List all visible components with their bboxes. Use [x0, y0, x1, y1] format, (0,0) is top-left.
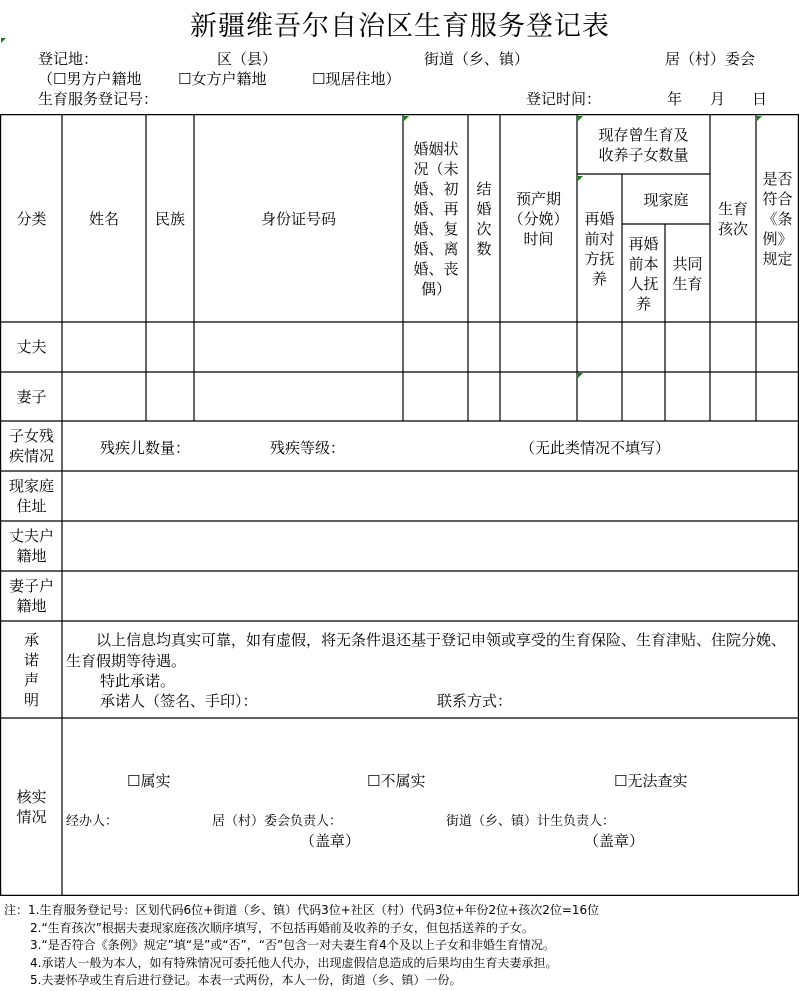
col-due-date-text: 预产期（分娩）时间: [508, 189, 569, 248]
cell-marker: [757, 116, 762, 121]
cell-marker: [578, 116, 583, 121]
handler-label: 经办人：: [66, 814, 119, 829]
disability-level-label: 残疾等级：: [270, 439, 346, 457]
street-label: 街道（乡、镇）: [424, 50, 530, 68]
street-head-label: 街道（乡、镇）计生负责人：: [446, 814, 616, 829]
month-label: 月: [710, 90, 726, 108]
cell-marker: [404, 116, 409, 121]
committee-head-label: 居（村）委会负责人：: [212, 814, 343, 829]
note-line: 5.夫妻怀孕或生育后进行登记。本表一式两份，本人一份，街道（乡、镇）一份。: [30, 973, 462, 987]
col-joint-birth-text: 共同生育: [672, 254, 703, 293]
col-premarital-spouse: [577, 175, 622, 322]
col-children-group-text: 现存曾生育及收养子女数量: [598, 126, 689, 164]
form-title: 新疆维吾尔自治区生育服务登记表: [190, 11, 610, 42]
row-verify-label: [1, 718, 62, 895]
col-regulation-text: 是否符合《条例》规定: [762, 169, 793, 268]
col-birth-order: [710, 115, 756, 322]
reg-place-label: 登记地：: [38, 50, 99, 68]
col-marriage-count: [468, 115, 500, 322]
year-label: 年: [667, 90, 683, 108]
col-birth-order-text: 生育孩次: [717, 199, 748, 238]
verify-true-checkbox[interactable]: ☐属实: [127, 772, 171, 790]
col-current-family: 现家庭: [643, 191, 689, 209]
female-hukou-option[interactable]: ☐女方户籍地: [178, 70, 267, 88]
note-line: 3.“是否符合《条例》规定”填“是”或“否”，“否”包含一对夫妻生育4个及以上子女和非婚生育情况。: [30, 938, 555, 952]
col-premarital-self-text: 再婚前本人抚养: [628, 234, 659, 313]
col-joint-birth: [665, 225, 710, 322]
promiser-label: 承诺人（签名、手印）：: [100, 692, 258, 710]
col-marital-status-text: 婚姻状况（未婚、初婚、再婚、复婚、离婚、丧偶）: [413, 139, 459, 298]
row-address-text: 现家庭住址: [8, 477, 54, 515]
promise-hereby: 特此承诺。: [100, 672, 176, 690]
male-hukou-option[interactable]: （☐男方户籍地: [38, 70, 142, 88]
col-id-number: 身份证号码: [260, 209, 336, 228]
col-premarital-spouse-text: 再婚前对方抚养: [584, 209, 615, 288]
cell-marker: [578, 373, 583, 378]
notes-section: [4, 902, 599, 990]
street-seal: （盖章）: [584, 832, 645, 850]
contact-label: 联系方式：: [437, 692, 513, 710]
col-children-group: [577, 115, 710, 175]
row-wife-hukou-text: 妻子户籍地: [8, 577, 54, 615]
committee-seal: （盖章）: [300, 832, 361, 850]
col-marriage-count-text: 结婚次数: [476, 179, 492, 258]
row-child-disability: [1, 421, 62, 471]
current-residence-option[interactable]: ☐现居住地）: [312, 70, 401, 88]
row-husband: 丈夫: [16, 338, 47, 356]
col-name: 姓名: [88, 209, 119, 228]
note-line: 注：1.生育服务登记号：区划代码6位+街道（乡、镇）代码3位+社区（村）代码3位+年份2位+孩次2位=16位: [4, 903, 600, 917]
row-verify-label-text: 核实情况: [16, 787, 47, 826]
row-wife: 妻子: [16, 387, 47, 406]
promise-text: [66, 630, 794, 672]
committee-label: 居（村）委会: [665, 50, 756, 68]
day-label: 日: [752, 90, 768, 108]
col-due-date: [500, 115, 577, 322]
reg-time-label: 登记时间：: [526, 90, 602, 108]
district-label: 区（县）: [217, 50, 278, 68]
col-premarital-self: [622, 225, 665, 322]
verify-unverifiable-checkbox[interactable]: ☐无法查实: [614, 772, 688, 790]
cell-marker: [1, 38, 6, 43]
row-address: [1, 471, 62, 521]
row-child-disability-text: 子女残疾情况: [8, 427, 54, 465]
cell-marker: [578, 176, 583, 181]
row-promise-label-text: 承诺声明: [23, 630, 39, 709]
disability-note: （无此类情况不填写）: [520, 439, 671, 457]
note-line: 2.“生育孩次”根据夫妻现家庭孩次顺序填写，不包括再婚前及收养的子女，但包括送养的子女。: [30, 920, 534, 935]
verify-false-checkbox[interactable]: ☐不属实: [367, 772, 426, 790]
reg-number-label: 生育服务登记号：: [38, 90, 159, 108]
row-promise-label: [1, 621, 62, 718]
col-marital-status: [406, 115, 466, 322]
note-line: 4.承诺人一般为本人，如有特殊情况可委托他人代办，出现虚假信息造成的后果均由生育夫妻承担。: [30, 955, 558, 970]
col-category: 分类: [16, 209, 47, 228]
promise-text-content: 以上信息均真实可靠，如有虚假，将无条件退还基于登记申领或享受的生育保险、生育津贴、住院分娩、生育假期等待遇。: [66, 631, 787, 670]
disabled-count-label: 残疾儿数量：: [100, 439, 191, 457]
row-wife-hukou: [1, 571, 62, 621]
col-regulation: [756, 115, 799, 322]
col-ethnicity: 民族: [154, 209, 185, 228]
row-husband-hukou-text: 丈夫户籍地: [8, 527, 54, 565]
row-husband-hukou: [1, 521, 62, 571]
